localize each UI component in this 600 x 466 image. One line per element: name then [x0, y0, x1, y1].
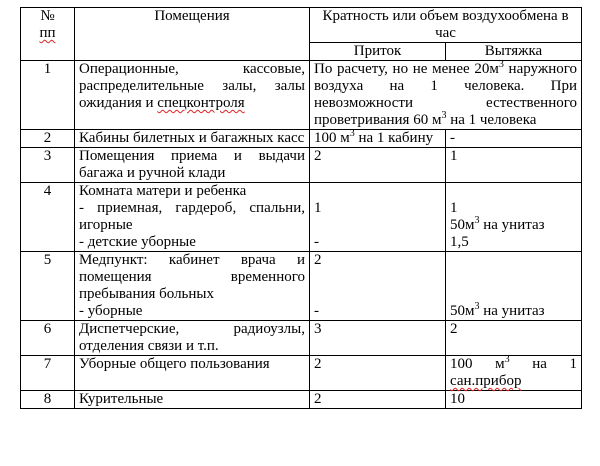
room-name: Курительные	[75, 391, 310, 409]
row-number: 3	[21, 148, 75, 183]
table-row	[21, 356, 582, 391]
header-exhaust: Вытяжка	[446, 43, 582, 61]
supply-value: 2 -	[310, 252, 446, 321]
table-row	[21, 148, 582, 183]
table-row	[21, 130, 582, 148]
row-number: 2	[21, 130, 75, 148]
room-name: Медпункт: кабинет врача и помещения временного пребывания больных - уборные	[75, 252, 310, 321]
supply-value: 2	[310, 148, 446, 183]
supply-value: 1 -	[310, 183, 446, 252]
row-number: 7	[21, 356, 75, 391]
table-row	[21, 321, 582, 356]
table-row	[21, 183, 582, 252]
header-supply: Приток	[310, 43, 446, 61]
row-number: 4	[21, 183, 75, 252]
table-row	[21, 391, 582, 409]
exhaust-value: -	[446, 130, 582, 148]
row-number: 5	[21, 252, 75, 321]
row-number: 6	[21, 321, 75, 356]
header-rooms: Помещения	[75, 8, 310, 61]
room-name: Уборные общего пользования	[75, 356, 310, 391]
exhaust-value: $50м^3$ на унитаз	[446, 252, 582, 321]
exhaust-value: 10	[446, 391, 582, 409]
room-name: Комната матери и ребенка - приемная, гардероб, спальни, игорные - детские уборные	[75, 183, 310, 252]
room-name: Кабины билетных и багажных касс	[75, 130, 310, 148]
exhaust-value: 2	[446, 321, 582, 356]
row-number: 8	[21, 391, 75, 409]
header-rate: Кратность или объем воздухообмена в час	[310, 8, 582, 43]
supply-value: 3	[310, 321, 446, 356]
exhaust-value: 1 $50м^3$ на унитаз 1,5	[446, 183, 582, 252]
header-row	[21, 8, 582, 43]
row-number: 1	[21, 61, 75, 130]
header-number: № пп	[21, 8, 75, 61]
room-name: Помещения приема и выдачи багажа и ручной клади	[75, 148, 310, 183]
supply-value: 2	[310, 391, 446, 409]
room-name: Операционные, кассовые, распределительные залы, залы ожидания и спецконтроля	[75, 61, 310, 130]
table-row	[21, 252, 582, 321]
exhaust-value: 100 $м^3$ на 1 сан.прибор	[446, 356, 582, 391]
ventilation-table	[20, 7, 582, 409]
supply-value: 100 $м^3$ на 1 кабину	[310, 130, 446, 148]
supply-value: 2	[310, 356, 446, 391]
rate-merged: По расчету, но не менее $20м^3$ наружного воздуха на 1 человека. При невозможности естественного проветривания 60 $м^3$ на 1 человека	[310, 61, 582, 130]
exhaust-value: 1	[446, 148, 582, 183]
table-row	[21, 61, 582, 130]
room-name: Диспетчерские, радиоузлы, отделения связи и т.п.	[75, 321, 310, 356]
